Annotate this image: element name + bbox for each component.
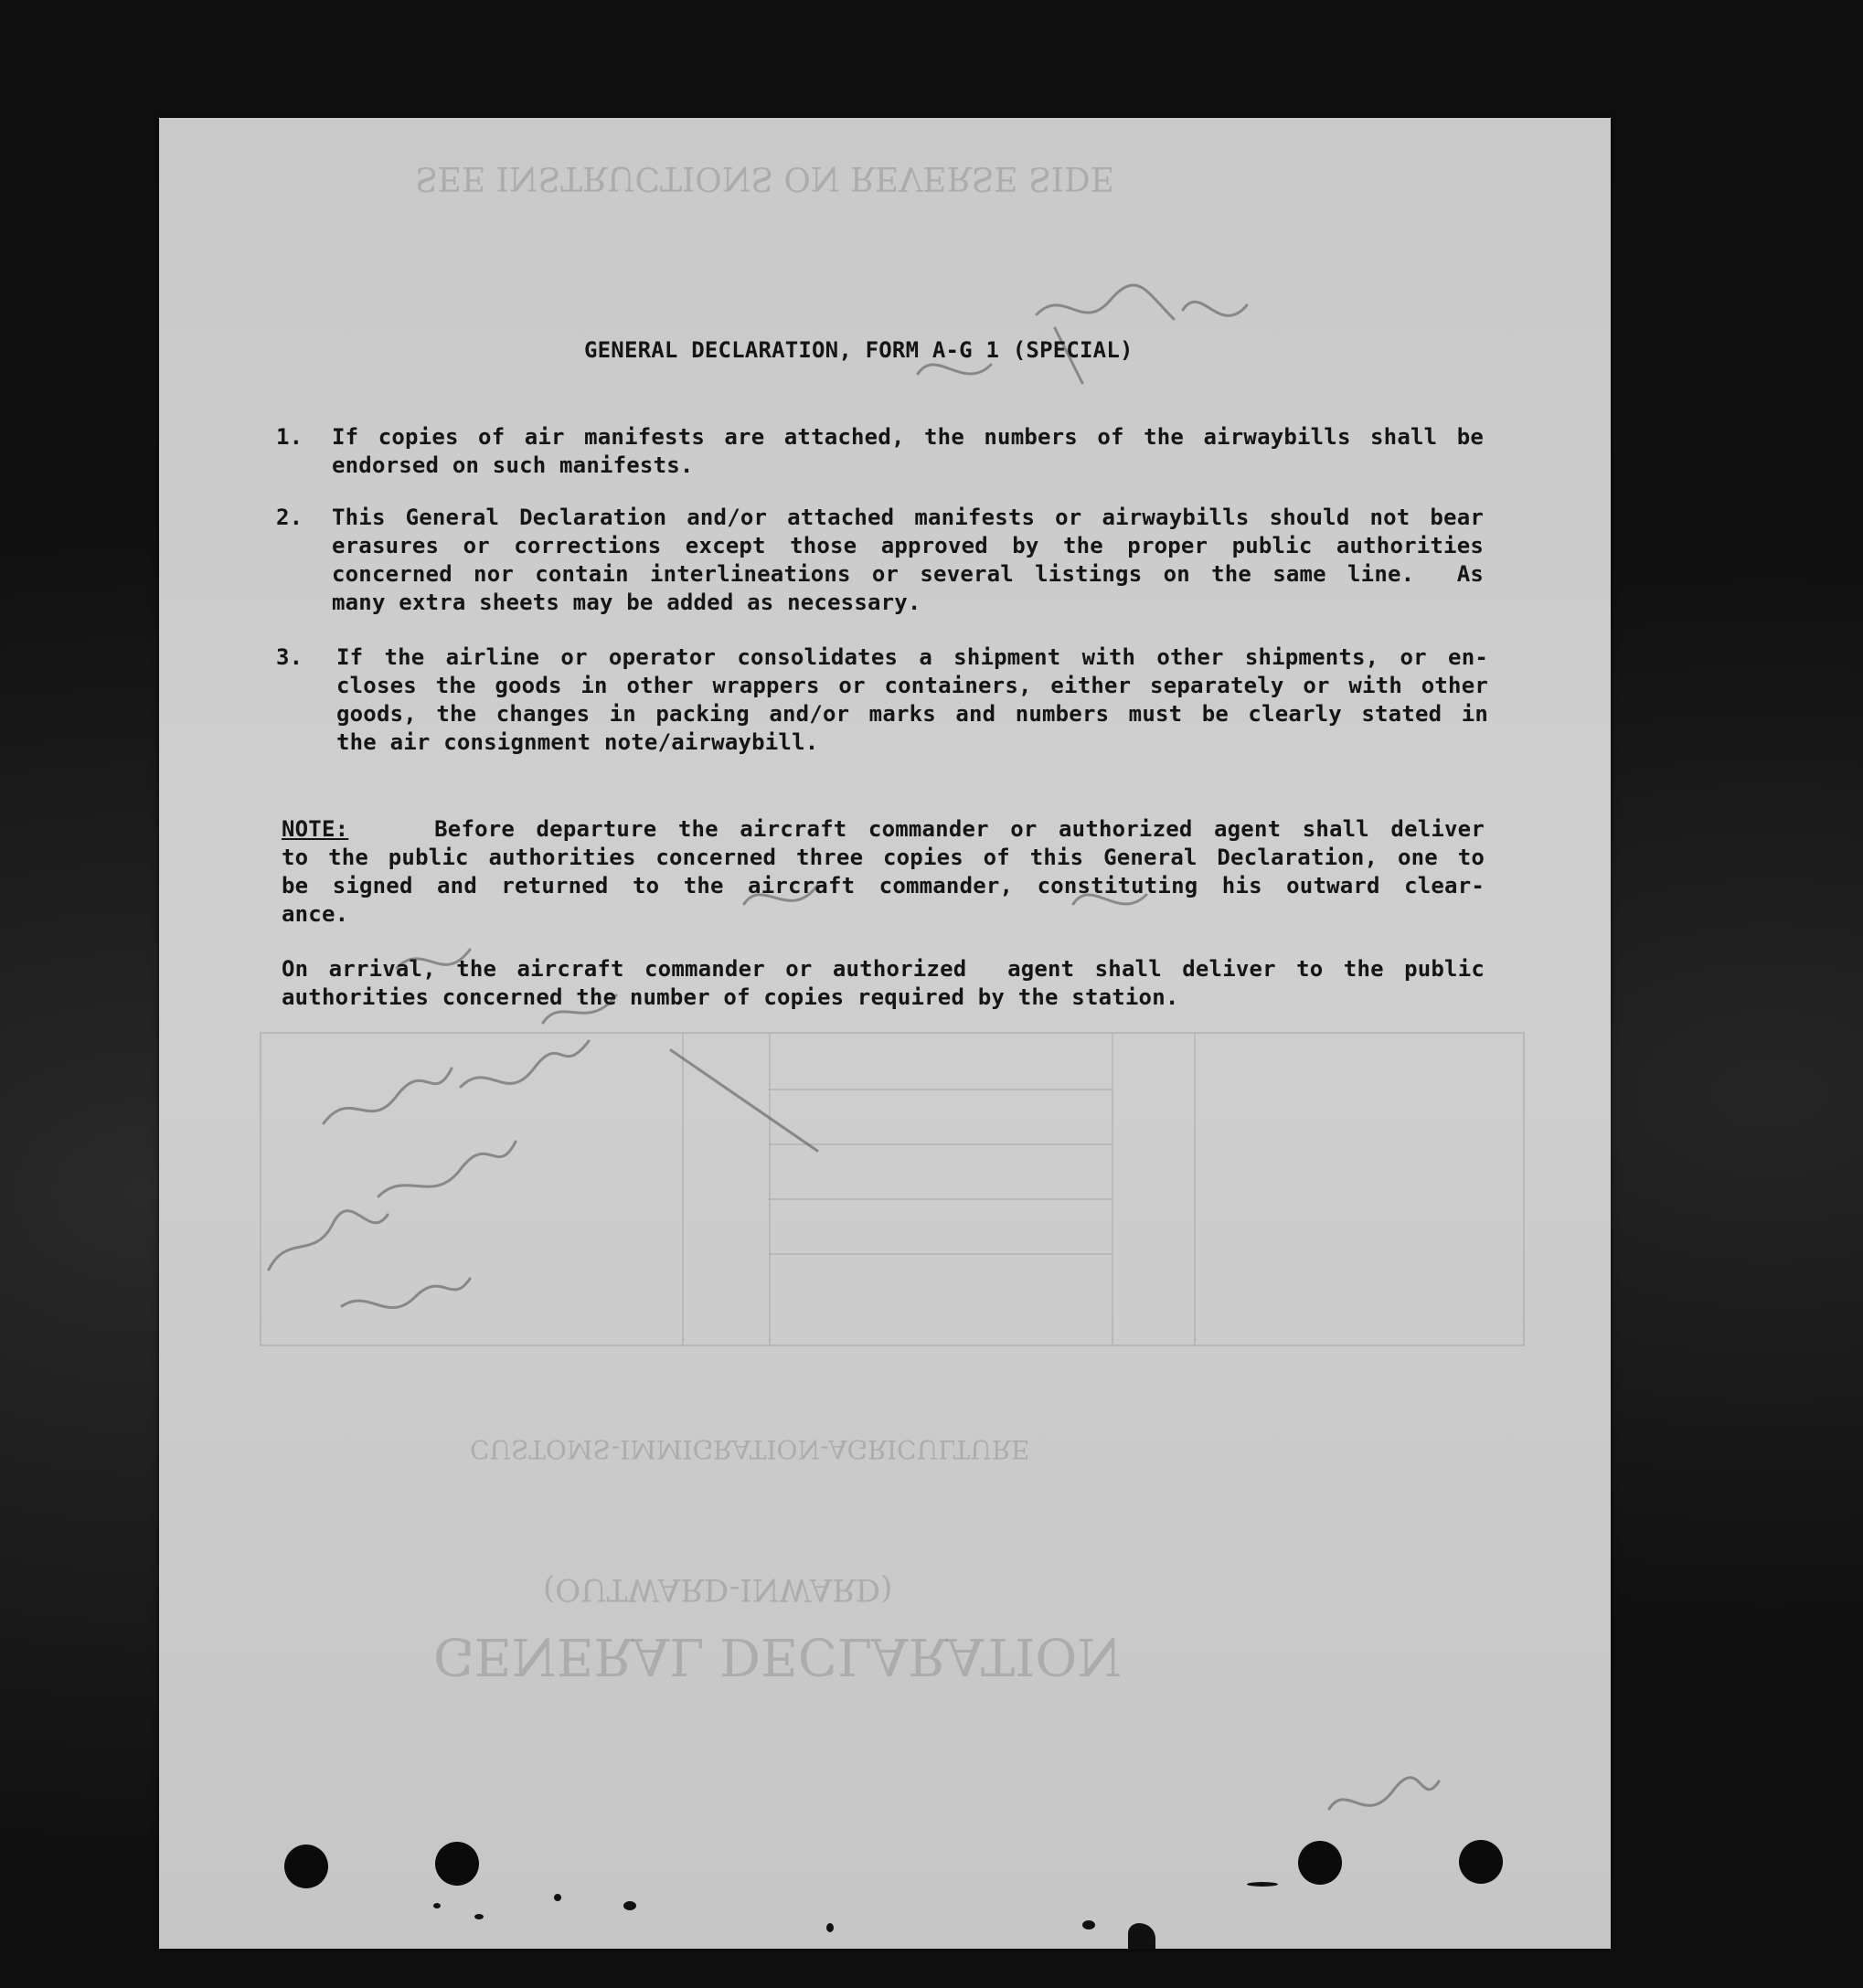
item-line: If the airline or operator consolidates a shipment with other shipments, or en-	[336, 644, 1488, 670]
speck	[554, 1894, 561, 1901]
bleed-through-line: CUSTOMS-IMMIGRATION-AGRICULTURE	[470, 1434, 1030, 1464]
handwriting-stroke	[671, 1050, 817, 1151]
item-line: closes the goods in other wrappers or containers, either separately or with other	[336, 673, 1488, 698]
item-number: 1.	[276, 424, 303, 450]
punch-hole	[1459, 1840, 1503, 1884]
note-line: be signed and returned to the aircraft commander, constituting his outward clear-	[282, 873, 1485, 898]
page-title: GENERAL DECLARATION, FORM A-G 1 (SPECIAL)	[584, 337, 1134, 363]
handwriting-stroke	[1037, 285, 1174, 319]
handwriting-stroke	[269, 1211, 388, 1270]
bleed-through-subheading: (OUTWARD-INWARD)	[543, 1571, 893, 1608]
item-text	[332, 504, 1484, 617]
item-line: endorsed on such manifests.	[332, 452, 694, 478]
item-text	[332, 423, 1484, 480]
handwriting-stroke	[918, 365, 991, 374]
note-label: NOTE:	[282, 816, 349, 842]
punch-hole	[284, 1844, 328, 1888]
item-line: the air consignment note/airwaybill.	[336, 729, 819, 755]
handwriting-stroke	[1329, 1778, 1439, 1809]
note-line: to the public authorities concerned three copies of this General Declaration, one to	[282, 845, 1485, 870]
bleed-through-header: SEE INSTRUCTIONS ON REVERSE SIDE	[415, 159, 1115, 197]
handwriting-stroke	[461, 1041, 589, 1087]
arrival-section	[282, 955, 1485, 1012]
handwriting-stroke	[342, 1279, 470, 1308]
punch-hole	[435, 1842, 479, 1886]
note-first-line	[282, 815, 1485, 844]
item-number: 3.	[276, 644, 303, 670]
item-text	[336, 643, 1488, 757]
item-line: concerned nor contain interlineations or several listings on the same line. As	[332, 561, 1484, 587]
punch-hole	[1298, 1841, 1342, 1885]
arrival-line: On arrival, the aircraft commander or authorized agent shall deliver to the public	[282, 956, 1485, 982]
item-line: If copies of air manifests are attached, the numbers of the airwaybills shall be	[332, 424, 1484, 450]
item-line: goods, the changes in packing and/or marks and numbers must be clearly stated in	[336, 701, 1488, 727]
bleed-through-heading: GENERAL DECLARATION	[433, 1626, 1123, 1685]
document-page	[159, 118, 1611, 1949]
note-first-text: Before departure the aircraft commander or authorized agent shall deliver	[434, 816, 1485, 842]
item-number: 2.	[276, 505, 303, 530]
speck	[474, 1914, 484, 1919]
note-line: ance.	[282, 901, 349, 927]
note-section	[282, 815, 1485, 929]
speck	[1247, 1882, 1278, 1887]
item-line: many extra sheets may be added as necessary.	[332, 590, 921, 615]
handwriting-stroke	[378, 1142, 516, 1196]
item-line: This General Declaration and/or attached manifests or airwaybills should not bear	[332, 505, 1484, 530]
handwriting-stroke	[324, 1068, 452, 1123]
item-line: erasures or corrections except those approved by the proper public authorities	[332, 533, 1484, 558]
arrival-line: authorities concerned the number of copies required by the station.	[282, 984, 1179, 1010]
pencil-handwriting	[159, 118, 1611, 1949]
handwriting-stroke	[1183, 302, 1247, 315]
speck	[1082, 1920, 1095, 1930]
speck	[433, 1903, 441, 1908]
speck	[623, 1901, 636, 1910]
speck	[826, 1923, 834, 1932]
